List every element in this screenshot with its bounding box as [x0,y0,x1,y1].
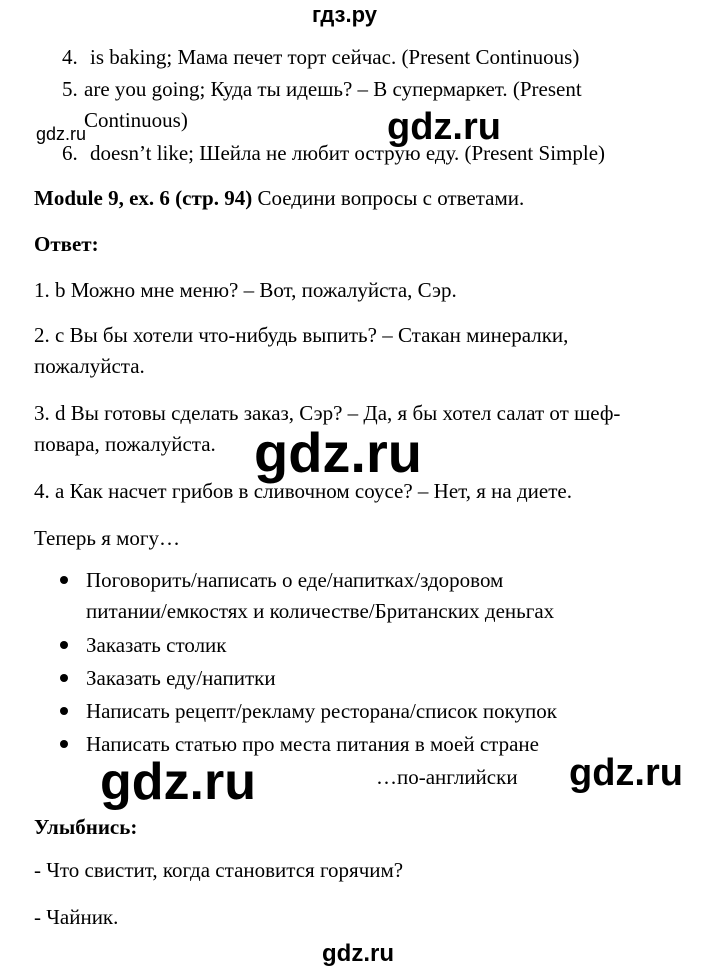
skill-item-4: Написать рецепт/рекламу ресторана/список покупок [86,699,557,723]
skill-item-1-line1: Поговорить/написать о еде/напитках/здоровом [86,568,504,592]
site-header: гдз.ру [312,2,377,27]
answer-5-number: 5. [62,77,78,101]
exercise-heading-bold: Module 9, ex. 6 (стр. 94) [34,186,253,210]
watermark-large-bottom-right: gdz.ru [569,752,683,794]
watermark-large-bottom-left: gdz.ru [100,753,256,811]
match-answer-4: 4. a Как насчет грибов в сливочном соусе? – Нет, я на диете. [34,479,572,503]
match-answer-3-line2: повара, пожалуйста. [34,432,216,456]
bullet-icon [60,707,68,715]
skill-item-1-line2: питании/емкостях и количестве/Британских деньгах [86,599,555,623]
answer-5-text-line2: Continuous) [84,108,188,132]
now-i-can-suffix: …по-английски [376,765,518,789]
answer-4-number: 4. [62,45,78,69]
answer-5-text-line1: are you going; Куда ты идешь? – В супермаркет. (Present [84,77,582,101]
now-i-can-intro: Теперь я могу… [34,526,181,550]
skill-item-3: Заказать еду/напитки [86,666,276,690]
skill-item-5: Написать статью про места питания в моей стране [86,732,539,756]
joke-question: - Что свистит, когда становится горячим? [34,858,404,882]
exercise-heading [34,185,524,211]
match-answer-3-line1: 3. d Вы готовы сделать заказ, Сэр? – Да, я бы хотел салат от шеф- [34,401,621,425]
joke-answer: - Чайник. [34,905,119,929]
skill-item-2: Заказать столик [86,633,227,657]
match-answer-2-line1: 2. c Вы бы хотели что-нибудь выпить? – Стакан минералки, [34,323,569,347]
answer-label: Ответ: [34,232,99,256]
match-answer-1: 1. b Можно мне меню? – Вот, пожалуйста, Сэр. [34,278,457,302]
joke-title: Улыбнись: [34,815,138,839]
match-answer-2-line2: пожалуйста. [34,354,145,378]
watermark-large-middle: gdz.ru [254,421,422,484]
exercise-heading-rest: Соедини вопросы с ответами. [252,186,525,210]
answer-6-number: 6. [62,141,78,165]
answer-6-text: doesn’t like; Шейла не любит острую еду. (Present Simple) [90,141,606,165]
watermark-large-top: gdz.ru [387,106,501,148]
answer-4-text: is baking; Мама печет торт сейчас. (Present Continuous) [90,45,580,69]
bullet-icon [60,674,68,682]
watermark-footer: gdz.ru [322,940,394,967]
bullet-icon [60,740,68,748]
bullet-icon [60,576,68,584]
bullet-icon [60,641,68,649]
watermark-small: gdz.ru [36,124,87,144]
